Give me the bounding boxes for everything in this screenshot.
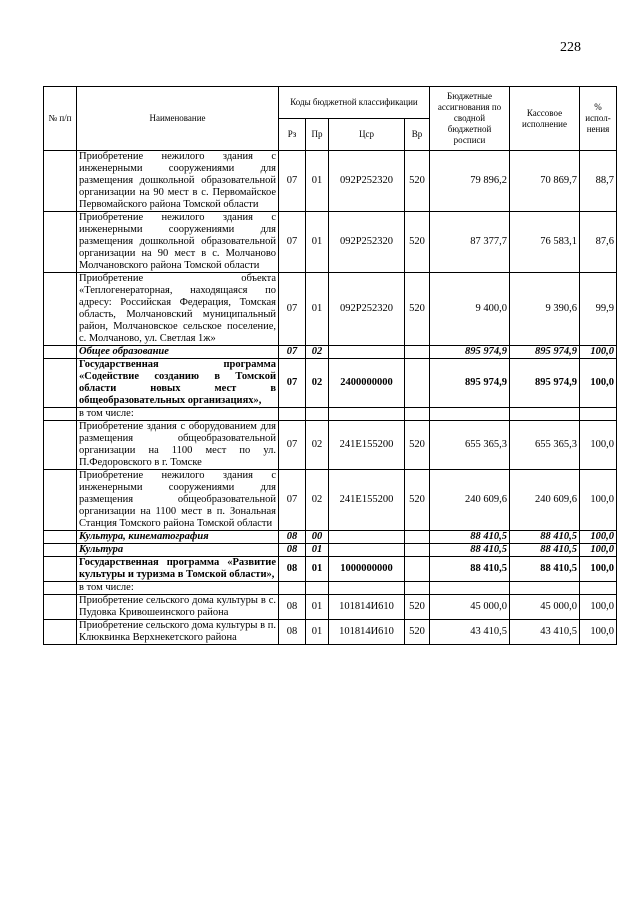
- row-vr: 520: [405, 212, 430, 273]
- table-row: [44, 212, 617, 273]
- row-assign: 88 410,5: [430, 531, 510, 544]
- row-pct: 100,0: [580, 557, 617, 582]
- row-vr: 520: [405, 421, 430, 470]
- row-rz: 07: [279, 212, 306, 273]
- row-name: Приобретение нежилого здания с инженерными сооружениями для размещения общеобразовательной организации на 1100 мест в п. Зональная Станция Томского района Томской области: [77, 470, 279, 531]
- row-name: Культура, кинематография: [77, 531, 279, 544]
- row-name: Культура: [77, 544, 279, 557]
- row-assign: 9 400,0: [430, 273, 510, 346]
- row-vr: [405, 557, 430, 582]
- table-row: [44, 359, 617, 408]
- row-pct: 100,0: [580, 470, 617, 531]
- row-assign: 88 410,5: [430, 544, 510, 557]
- row-pr: 02: [306, 470, 329, 531]
- row-pr: 01: [306, 595, 329, 620]
- row-name: в том числе:: [77, 408, 279, 421]
- row-cer: 241E155200: [329, 421, 405, 470]
- row-vr: [405, 544, 430, 557]
- row-assign: 895 974,9: [430, 346, 510, 359]
- table-row: [44, 273, 617, 346]
- header-rz: Рз: [279, 119, 306, 151]
- row-pr: 01: [306, 273, 329, 346]
- table-row: [44, 544, 617, 557]
- row-cash: 70 869,7: [510, 151, 580, 212]
- row-pr: 01: [306, 557, 329, 582]
- row-pct: 100,0: [580, 531, 617, 544]
- row-cash: 895 974,9: [510, 346, 580, 359]
- row-assign: 655 365,3: [430, 421, 510, 470]
- row-cash: 45 000,0: [510, 595, 580, 620]
- header-pct: % испол- нения: [580, 87, 617, 151]
- row-cash: 76 583,1: [510, 212, 580, 273]
- row-cer: 092P252320: [329, 212, 405, 273]
- header-vr: Вр: [405, 119, 430, 151]
- row-name: Приобретение здания с оборудованием для размещения общеобразовательной организации на 1100 мест по ул. П.Федоровского в г. Томске: [77, 421, 279, 470]
- row-name: Государственная программа «Развитие культуры и туризма в Томской области»,: [77, 557, 279, 582]
- row-name: Государственная программа «Содействие созданию в Томской области новых мест в общеобразовательных организациях»,: [77, 359, 279, 408]
- row-assign: 43 410,5: [430, 620, 510, 645]
- row-cash: 88 410,5: [510, 557, 580, 582]
- row-vr: 520: [405, 273, 430, 346]
- row-name: Приобретение нежилого здания с инженерными сооружениями для размещения дошкольной образовательной организации на 90 мест в с. Первомайское Первомайского района Томской области: [77, 151, 279, 212]
- row-vr: 520: [405, 595, 430, 620]
- table-row: [44, 346, 617, 359]
- row-vr: [405, 346, 430, 359]
- row-pct: 100,0: [580, 421, 617, 470]
- row-name: Приобретение сельского дома культуры в с. Пудовка Кривошеинского района: [77, 595, 279, 620]
- row-cer: [329, 531, 405, 544]
- budget-table: [43, 86, 617, 645]
- row-rz: 07: [279, 273, 306, 346]
- row-assign: 79 896,2: [430, 151, 510, 212]
- header-pr: Пр: [306, 119, 329, 151]
- row-vr: 520: [405, 470, 430, 531]
- header-codes: Коды бюджетной классификации: [279, 87, 430, 119]
- row-pr: 00: [306, 531, 329, 544]
- table-row: [44, 620, 617, 645]
- row-pr: 01: [306, 620, 329, 645]
- row-pct: 100,0: [580, 359, 617, 408]
- row-cer: 2400000000: [329, 359, 405, 408]
- row-cer: [329, 544, 405, 557]
- table-row: [44, 151, 617, 212]
- row-pr: 01: [306, 544, 329, 557]
- row-name: Общее образование: [77, 346, 279, 359]
- row-name: в том числе:: [77, 582, 279, 595]
- row-cash: 240 609,6: [510, 470, 580, 531]
- row-cer: 101814И610: [329, 595, 405, 620]
- row-pr: 02: [306, 421, 329, 470]
- row-vr: 520: [405, 620, 430, 645]
- row-pct: 100,0: [580, 595, 617, 620]
- table-row: [44, 421, 617, 470]
- row-rz: 08: [279, 544, 306, 557]
- row-cer: 1000000000: [329, 557, 405, 582]
- row-pct: 99,9: [580, 273, 617, 346]
- row-rz: 08: [279, 595, 306, 620]
- row-cer: 241E155200: [329, 470, 405, 531]
- header-num: № п/п: [44, 87, 77, 151]
- row-vr: [405, 531, 430, 544]
- row-cer: 092P252320: [329, 273, 405, 346]
- row-cash: 88 410,5: [510, 544, 580, 557]
- row-pct: 100,0: [580, 544, 617, 557]
- table-row: [44, 595, 617, 620]
- header-assign: Бюджетные ассигнования по сводной бюджетной росписи: [430, 87, 510, 151]
- table-row: [44, 582, 617, 595]
- row-cash: 895 974,9: [510, 359, 580, 408]
- table-row: [44, 408, 617, 421]
- row-assign: 240 609,6: [430, 470, 510, 531]
- row-assign: 87 377,7: [430, 212, 510, 273]
- row-rz: 08: [279, 531, 306, 544]
- row-pct: 88,7: [580, 151, 617, 212]
- row-cer: 092P252320: [329, 151, 405, 212]
- row-pct: 100,0: [580, 346, 617, 359]
- row-pr: 02: [306, 346, 329, 359]
- table-row: [44, 531, 617, 544]
- row-vr: [405, 359, 430, 408]
- row-cer: 101814И610: [329, 620, 405, 645]
- row-rz: 08: [279, 620, 306, 645]
- row-cash: 9 390,6: [510, 273, 580, 346]
- row-rz: 07: [279, 346, 306, 359]
- page-number: 228: [560, 40, 581, 55]
- header-cash: Кассовое исполнение: [510, 87, 580, 151]
- header-name: Наименование: [77, 87, 279, 151]
- row-cash: 88 410,5: [510, 531, 580, 544]
- row-name: Приобретение сельского дома культуры в п. Клюквинка Верхнекетского района: [77, 620, 279, 645]
- table-row: [44, 470, 617, 531]
- row-cer: [329, 346, 405, 359]
- row-assign: 88 410,5: [430, 557, 510, 582]
- table-row: [44, 557, 617, 582]
- row-rz: 07: [279, 359, 306, 408]
- row-rz: 07: [279, 421, 306, 470]
- row-rz: 07: [279, 151, 306, 212]
- header-cer: Цср: [329, 119, 405, 151]
- row-cash: 655 365,3: [510, 421, 580, 470]
- row-pct: 87,6: [580, 212, 617, 273]
- row-pct: 100,0: [580, 620, 617, 645]
- row-assign: 895 974,9: [430, 359, 510, 408]
- row-pr: 01: [306, 212, 329, 273]
- row-rz: 08: [279, 557, 306, 582]
- row-name: Приобретение объекта «Теплогенераторная, находящаяся по адресу: Российская Федерация, Томская область, Молчановский муниципальный район, Молчановское сельское поселение, с. Молчаново, ул. Светлая 1ж»: [77, 273, 279, 346]
- row-assign: 45 000,0: [430, 595, 510, 620]
- row-cash: 43 410,5: [510, 620, 580, 645]
- row-pr: 02: [306, 359, 329, 408]
- row-rz: 07: [279, 470, 306, 531]
- row-pr: 01: [306, 151, 329, 212]
- row-vr: 520: [405, 151, 430, 212]
- row-name: Приобретение нежилого здания с инженерными сооружениями для размещения дошкольной образовательной организации на 90 мест в с. Молчаново Молчановского района Томской области: [77, 212, 279, 273]
